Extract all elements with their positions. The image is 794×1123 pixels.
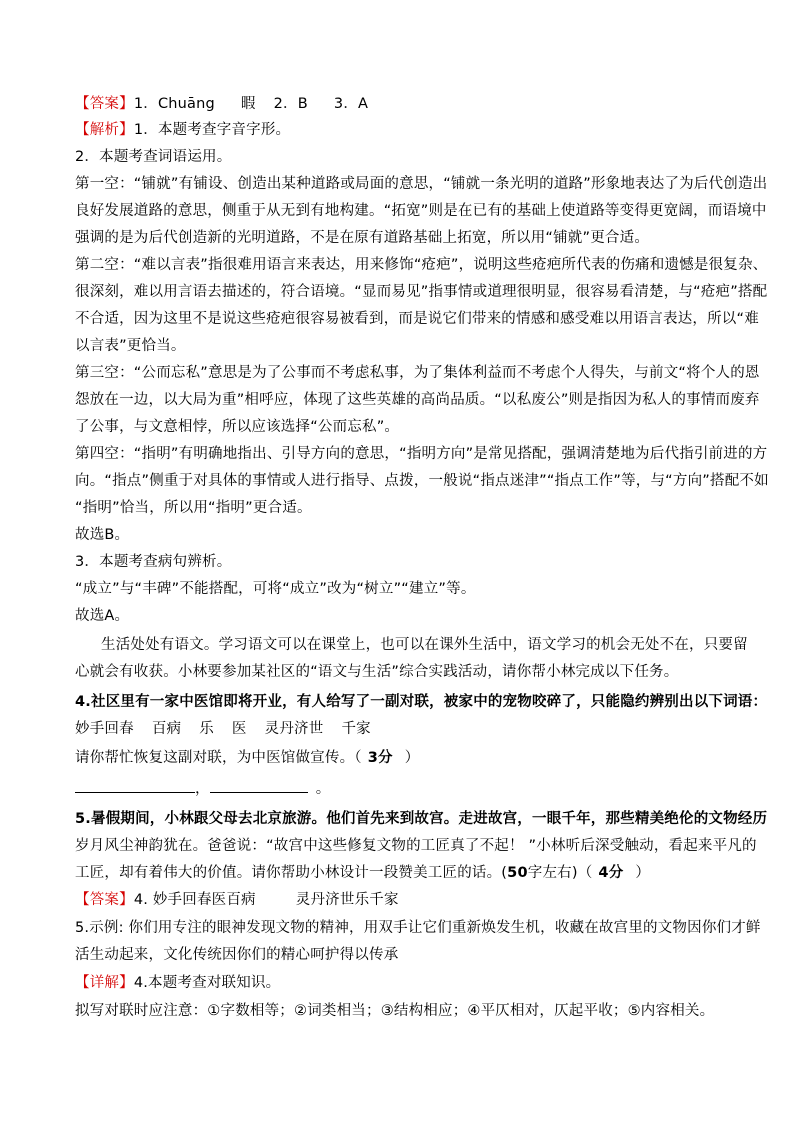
answer-tag: 【答案】 <box>75 892 134 908</box>
period: 。 <box>315 781 331 797</box>
paragraph-line: 很深刻，难以用言语去描述的，符合语境。“显而易见”指事情或道理很明显，很容易看清楚，与“疮疤”搭配 <box>75 284 768 300</box>
question-4-stem <box>75 692 767 712</box>
word-item: 灵丹济世 <box>264 721 324 737</box>
paragraph-line: 第三空：“公而忘私”意思是为了公事而不考虑私事，为了集体利益而不考虑个人得失，与前文“将个人的恩 <box>75 365 760 381</box>
answer-4-upper: 4. 妙手回春医百病 <box>133 892 256 908</box>
answer-tag: 【答案】 <box>75 96 134 112</box>
paragraph-line: 怨放在一边，以大局为重”相呼应，体现了这些英雄的高尚品质。“以私废公”则是指因为私人的事情而废弃 <box>75 392 760 408</box>
intro-line: 心就会有收获。小林要参加某社区的“语文与生活”综合实践活动，请你帮小林完成以下任务。 <box>75 664 679 680</box>
answer-5-line: 活生动起来，文化传统因你们的精心呵护得以传承 <box>75 947 399 963</box>
paragraph-line: 向。“指点”侧重于对具体的事情或人进行指导、点拨，一般说“指点迷津”“指点工作”等，与“方向”搭配不如 <box>75 473 769 489</box>
comma: ， <box>195 781 210 797</box>
question-4-answer-blanks <box>75 778 330 799</box>
question-5-line <box>75 809 767 829</box>
analysis-tag: 【解析】 <box>75 122 134 138</box>
word-item: 医 <box>231 721 247 737</box>
word-item: 千家 <box>341 721 371 737</box>
detail-text: 4.本题考查对联知识。 <box>133 975 281 991</box>
paragraph-line: 第一空：“铺就”有铺设、创造出某种道路或局面的意思，“铺就一条光明的道路”形象地表达了为后代创造出 <box>75 176 768 192</box>
detail-line-2: 拟写对联时应注意：①字数相等；②词类相当；③结构相应；④平仄相对，仄起平收；⑤内容相关。 <box>75 1003 715 1019</box>
question-4-text: 4.社区里有一家中医馆即将开业，有人给写了一副对联，被家中的宠物咬碎了，只能隐约辨别出以下词语： <box>75 694 768 710</box>
analysis-text: 1．本题考查字音字形。 <box>133 122 291 138</box>
answer-blank-2[interactable] <box>210 778 308 793</box>
analysis-line-1 <box>75 120 290 140</box>
detail-line-1 <box>75 973 280 993</box>
answer-q3: 3．A <box>333 96 369 112</box>
paragraph-line: 了公事，与文意相悖，所以应该选择“公而忘私”。 <box>75 419 400 435</box>
answer-line-1 <box>75 94 368 114</box>
question-4-close: ） <box>404 750 420 766</box>
analysis-line-3: 3．本题考查病句辨析。 <box>75 554 232 570</box>
question-5-line: 岁月风尘神韵犹在。爸爸说：“故宫中这些修复文物的工匠真了不起！ ”小林听后深受触动，看起来平凡的 <box>75 838 757 854</box>
answer-blank-1[interactable] <box>75 778 195 793</box>
question-5-word-count: 50 <box>507 865 528 881</box>
answer-q1-char: 暇 <box>240 96 256 112</box>
analysis-line-2: 2．本题考查词语运用。 <box>75 149 232 165</box>
word-item: 妙手回春 <box>75 721 134 737</box>
answer-q1: 1．Chuāng <box>133 96 215 112</box>
paragraph-line: 良好发展道路的意思，侧重于从无到有地构建。“拓宽”则是在已有的基础上使道路等变得更宽阔，而语境中 <box>75 203 767 219</box>
question-5-line-last <box>75 863 650 883</box>
answer-q2: 2．B <box>273 96 308 112</box>
select-a-line: 故选A。 <box>75 608 130 624</box>
paragraph-line: 强调的是为后代创造新的光明道路，不是在原有道路基础上拓宽，所以用“铺就”更合适。 <box>75 230 650 246</box>
word-item: 乐 <box>199 721 214 737</box>
word-item: 百病 <box>151 721 182 737</box>
paragraph-line: “指明”恰当，所以用“指明”更合适。 <box>75 500 312 516</box>
answer-5-line: 5.示例: 你们用专注的眼神发现文物的精神，用双手让它们重新焕发生机，收藏在故宫里的文物因你们才鲜 <box>75 920 761 936</box>
answer-4-lower: 灵丹济世乐千家 <box>295 892 399 908</box>
question-5-score: 4分 <box>598 865 624 881</box>
detail-tag: 【详解】 <box>75 975 134 991</box>
paragraph-line: 第二空：“难以言表”指很难用语言来表达，用来修饰“疮疤”，说明这些疮疤所代表的伤痛和遗憾是很复杂、 <box>75 257 768 273</box>
analysis-line-3b: “成立”与“丰碑”不能搭配，可将“成立”改为“树立”“建立”等。 <box>75 581 476 597</box>
question-5-text: 工匠，却有着伟大的价值。请你帮助小林设计一段赞美工匠的话。( <box>75 865 508 881</box>
select-b-line: 故选B。 <box>75 527 130 543</box>
question-4-score: 3分 <box>367 750 393 766</box>
question-4-words <box>75 719 371 739</box>
intro-line: 生活处处有语文。学习语文可以在课堂上，也可以在课外生活中，语文学习的机会无处不在，只要留 <box>101 637 748 653</box>
paragraph-line: 第四空：“指明”有明确地指出、引导方向的意思，“指明方向”是常见搭配，强调清楚地为后代指引前进的方 <box>75 446 768 462</box>
question-4-ask <box>75 748 419 768</box>
question-4-ask-text: 请你帮忙恢复这副对联，为中医馆做宣传。（ <box>75 750 362 766</box>
question-5-close: ） <box>635 865 651 881</box>
answer-line-2 <box>75 890 399 910</box>
paragraph-line: 以言表”更恰当。 <box>75 338 186 354</box>
question-5-text: 5.暑假期间，小林跟父母去北京旅游。他们首先来到故宫。走进故宫，一眼千年，那些精美绝伦的文物经历 <box>75 811 768 827</box>
paragraph-line: 不合适，因为这里不是说这些疮疤很容易被看到，而是说它们带来的情感和感受难以用语言表达，所以“难 <box>75 311 759 327</box>
question-5-text: 字左右)（ <box>527 865 593 881</box>
